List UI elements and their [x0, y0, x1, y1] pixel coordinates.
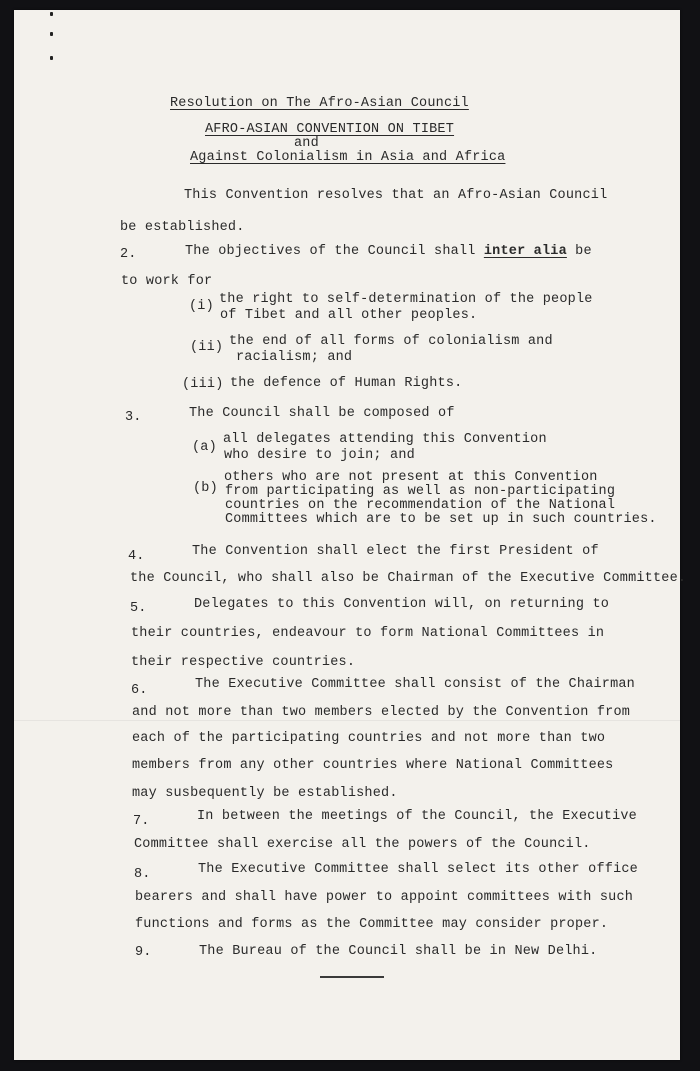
- latin-emphasis: inter alia: [483, 244, 567, 259]
- item-number: 7.: [133, 814, 150, 829]
- sub-text: the end of all forms of colonialism and: [229, 334, 553, 349]
- sub-label: (a): [192, 440, 217, 455]
- sub-text: the defence of Human Rights.: [230, 376, 463, 391]
- punch-mark: [50, 56, 53, 60]
- sub-label: (b): [193, 481, 218, 496]
- intro-line: be established.: [120, 220, 245, 235]
- item6-line: may susbequently be established.: [132, 786, 398, 801]
- sub-text: racialism; and: [236, 350, 353, 365]
- item-number: 3.: [125, 410, 142, 425]
- item2-line1: [185, 245, 592, 259]
- item8-line: bearers and shall have power to appoint committees with such: [135, 890, 634, 905]
- sub-text: countries on the recommendation of the National: [225, 498, 616, 513]
- item2-line2: to work for: [121, 274, 213, 289]
- sub-label: (ii): [190, 340, 224, 355]
- title-conjunction: and: [294, 136, 319, 151]
- sub-text: all delegates attending this Convention: [223, 432, 547, 447]
- convention-title: AFRO-ASIAN CONVENTION ON TIBET: [205, 122, 455, 137]
- item-number: 6.: [131, 683, 148, 698]
- item8-line: The Executive Committee shall select its other office: [198, 862, 638, 877]
- item-number: 9.: [135, 945, 152, 960]
- subtitle: Against Colonialism in Asia and Africa: [190, 150, 506, 165]
- intro-line: This Convention resolves that an Afro-Asian Council: [184, 188, 608, 203]
- resolution-title: Resolution on The Afro-Asian Council: [170, 96, 469, 111]
- item-number: 8.: [134, 867, 151, 882]
- closing-rule: [320, 976, 384, 978]
- item4-line: The Convention shall elect the first President of: [192, 544, 599, 559]
- sub-text: others who are not present at this Convention: [224, 470, 598, 485]
- item7-line: Committee shall exercise all the powers of the Council.: [134, 837, 591, 852]
- sub-label: (i): [189, 299, 214, 314]
- document-page: [14, 10, 687, 1060]
- item6-line: members from any other countries where National Committees: [132, 758, 614, 773]
- item2-text: The objectives of the Council shall: [185, 244, 484, 259]
- punch-mark: [50, 32, 53, 36]
- item-number: 2.: [120, 247, 137, 262]
- item5-line: their countries, endeavour to form National Committees in: [131, 626, 605, 641]
- item7-line: In between the meetings of the Council, the Executive: [197, 809, 637, 824]
- item3-line: The Council shall be composed of: [189, 406, 455, 421]
- sub-text: of Tibet and all other peoples.: [220, 308, 478, 323]
- item5-line: Delegates to this Convention will, on returning to: [194, 597, 610, 612]
- punch-mark: [50, 12, 53, 16]
- sub-text: Committees which are to be set up in such countries.: [225, 512, 657, 527]
- item6-line: The Executive Committee shall consist of the Chairman: [195, 677, 635, 692]
- item5-line: their respective countries.: [131, 655, 356, 670]
- item8-line: functions and forms as the Committee may consider proper.: [135, 917, 609, 932]
- item4-line: the Council, who shall also be Chairman of the Executive Committee.: [130, 571, 687, 586]
- sub-text: from participating as well as non-participating: [225, 484, 616, 499]
- sub-text: who desire to join; and: [224, 448, 415, 463]
- item9-line: The Bureau of the Council shall be in New Delhi.: [199, 944, 598, 959]
- item6-line: each of the participating countries and not more than two: [132, 731, 606, 746]
- sub-text: the right to self-determination of the people: [219, 292, 593, 307]
- page-fold: [14, 720, 680, 721]
- item6-line: and not more than two members elected by the Convention from: [132, 705, 631, 720]
- item-number: 5.: [130, 601, 147, 616]
- item-number: 4.: [128, 549, 145, 564]
- item2-text: be: [566, 244, 592, 259]
- sub-label: (iii): [182, 377, 224, 392]
